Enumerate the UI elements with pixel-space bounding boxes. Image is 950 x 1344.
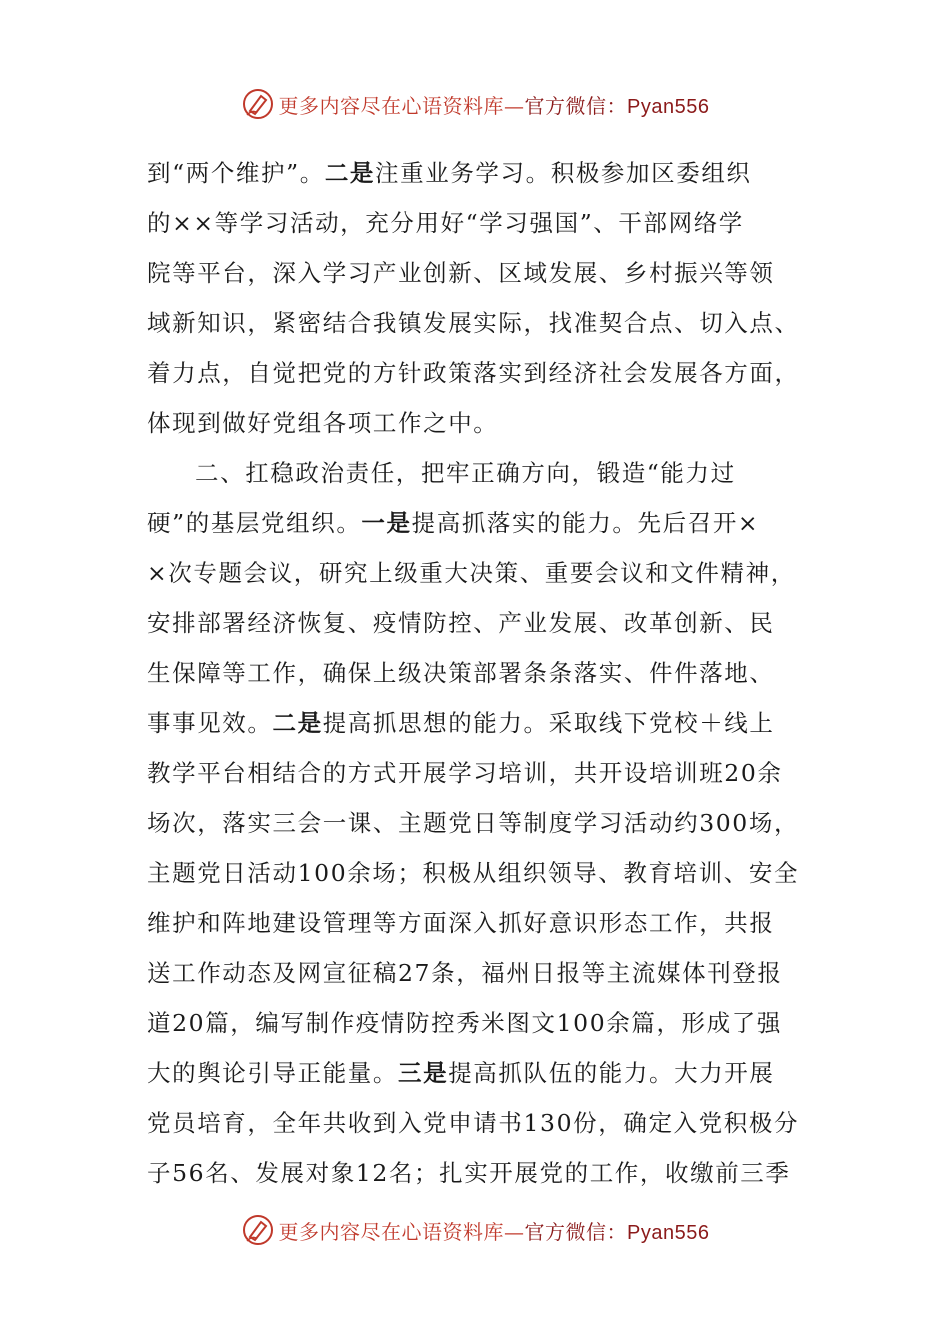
text-segment: 子56名、发展对象12名；扎实开展党的工作，收缴前三季 (147, 1159, 791, 1187)
text-line (147, 798, 807, 848)
text-line (147, 898, 807, 948)
text-line (147, 398, 807, 448)
text-segment: 提高抓队伍的能力。大力开展 (448, 1059, 775, 1087)
text-segment: 二、扛稳政治责任，把牢正确方向，锻造“能力过 (195, 459, 736, 487)
text-line (147, 548, 807, 598)
text-segment: 场次，落实三会一课、主题党日等制度学习活动约300场， (147, 809, 800, 837)
text-line (147, 298, 807, 348)
text-segment: 的××等学习活动，充分用好“学习强国”、干部网络学 (147, 209, 744, 237)
text-line (147, 198, 807, 248)
text-line (147, 598, 807, 648)
text-line (147, 448, 807, 498)
bold-marker: 一是 (361, 509, 412, 537)
text-line (147, 998, 807, 1048)
text-line (147, 698, 807, 748)
text-line (147, 948, 807, 998)
bold-marker: 三是 (398, 1059, 449, 1087)
text-line (147, 1148, 807, 1198)
text-line (147, 248, 807, 298)
text-segment: 教学平台相结合的方式开展学习培训，共开设培训班20余 (147, 759, 783, 787)
text-segment: 注重业务学习。积极参加区委组织 (375, 159, 752, 187)
text-segment: 到“两个维护”。 (147, 159, 325, 187)
text-segment: 道20篇，编写制作疫情防控秀米图文100余篇，形成了强 (147, 1009, 782, 1037)
header-watermark-banner (0, 84, 950, 124)
text-line (147, 1048, 807, 1098)
banner-text (279, 1216, 710, 1245)
banner-text (279, 90, 710, 119)
text-segment: 生保障等工作，确保上级决策部署条条落实、件件落地、 (147, 659, 775, 687)
banner-wechat-text: 官方微信：Pyan556 (524, 1221, 710, 1244)
text-line (147, 848, 807, 898)
text-segment: 硬”的基层党组织。 (147, 509, 362, 537)
text-segment: 主题党日活动100余场；积极从组织领导、教育培训、安全 (147, 859, 800, 887)
text-line (147, 748, 807, 798)
text-segment: 安排部署经济恢复、疫情防控、产业发展、改革创新、民 (147, 609, 775, 637)
logo-icon (241, 1213, 275, 1247)
text-line (147, 148, 807, 198)
text-segment: 体现到做好党组各项工作之中。 (147, 409, 499, 437)
text-line (147, 348, 807, 398)
text-segment: ×次专题会议，研究上级重大决策、重要会议和文件精神， (147, 559, 796, 587)
document-body (147, 148, 807, 1198)
text-segment: 大的舆论引导正能量。 (147, 1059, 398, 1087)
logo-icon (241, 87, 275, 121)
bold-marker: 二是 (272, 709, 323, 737)
banner-main-text: 更多内容尽在心语资料库— (278, 1219, 525, 1244)
text-segment: 事事见效。 (147, 709, 273, 737)
text-segment: 提高抓落实的能力。先后召开× (411, 509, 760, 537)
text-segment: 域新知识，紧密结合我镇发展实际，找准契合点、切入点、 (147, 309, 800, 337)
footer-watermark-banner (0, 1210, 950, 1250)
text-segment: 提高抓思想的能力。采取线下党校＋线上 (322, 709, 775, 737)
text-segment: 院等平台，深入学习产业创新、区域发展、乡村振兴等领 (147, 259, 775, 287)
text-line (147, 648, 807, 698)
bold-marker: 二是 (324, 159, 376, 187)
text-line (147, 1098, 807, 1148)
banner-main-text: 更多内容尽在心语资料库— (278, 93, 525, 118)
text-segment: 着力点，自觉把党的方针政策落实到经济社会发展各方面， (147, 359, 800, 387)
text-segment: 党员培育，全年共收到入党申请书130份，确定入党积极分 (147, 1109, 800, 1137)
text-segment: 送工作动态及网宣征稿27条，福州日报等主流媒体刊登报 (147, 959, 783, 987)
text-segment: 维护和阵地建设管理等方面深入抓好意识形态工作，共报 (147, 909, 775, 937)
text-line (147, 498, 807, 548)
banner-wechat-text: 官方微信：Pyan556 (524, 95, 710, 118)
